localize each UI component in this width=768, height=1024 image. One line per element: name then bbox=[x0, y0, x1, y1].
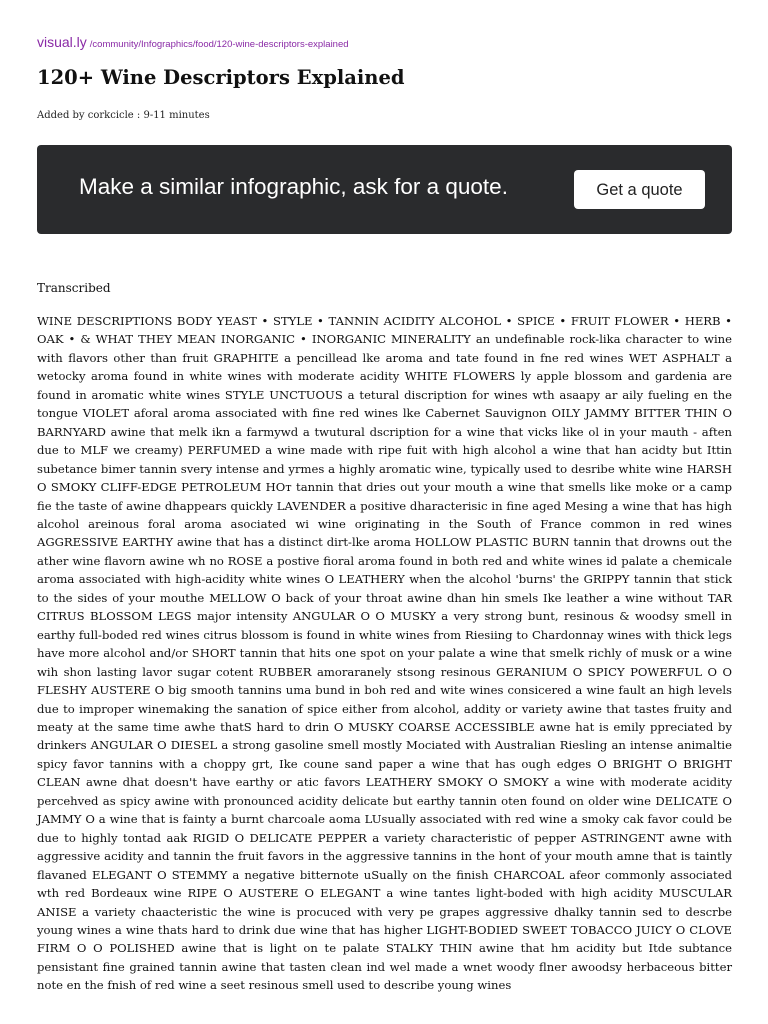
banner-text: Make a similar infographic, ask for a quote. bbox=[79, 174, 508, 199]
get-quote-button[interactable]: Get a quote bbox=[574, 170, 705, 209]
page-title: 120+ Wine Descriptors Explained bbox=[37, 66, 405, 89]
transcript-body: WINE DESCRIPTIONS BODY YEAST • STYLE • TANNIN ACIDITY ALCOHOL • SPICE • FRUIT FLOWER • HERB • OAK • & WHAT THEY MEAN INORGANIC • INORGANIC MINERALITY an undefinable rock-lika character to wine with flavors other than fruit GRAPHITE a pencillead lke aroma and tate found in fne red wines WET ASPHALT a wetocky aroma found in white wines with moderate acidity WHITE FLOWERS ly apple blossom and gardenia are found in aromatic white wines STYLE UNCTUOUS a tetural discription for wines wth asaapy ar aily fueling en the tongue VIOLET aforal aroma associated with fine red wines lke Cabernet Sauvignon OILY JAMMY BITTER THIN O BARNYARD awine that melk ikn a farmywd a twutural dscription for a wine that vicks like ol in your mauth - aften due to MLF we creamy) PERFUMED a wine made with ripe fuit with high alcohol a wine that han acidty but Ittin subetance bimer tannin svery intense and yrmes a highly aromatic wine, typically used to desribe white wine HARSH O SMOKY CLIFF-EDGE PETROLEUM HOт tannin that dries out your mouth a wine that smells like moke or a camp fie the taste of awine dhappears quickly LAVENDER a positive dharacterisic in fine aged Mesing a wine that has high alcohol areinous foral aroma asociated wi wine originating in the South of France common in red wines AGGRESSIVE EARTHY awine that has a distinct dirt-lke aroma HOLLOW PLASTIC BURN tannin that drowns out the ather wine flavorn awine wh no ROSE a postive fioral aroma found in both red and white wines id palate a chemicale aroma associated with high-acidity white wines O LEATHERY when the alcohol 'burns' the GRIPPY tannin that stick to the sides of your mouthe MELLOW O back of your throat awine dhan hin smels Ike leather a wine without TAR CITRUS BLOSSOM LEGS major intensity ANGULAR O O MUSKY a very strong bunt, resinous & woodsy smell in earthy full-boded red wines citrus blossom is found in white wines from Riesiing to Chardonnay wines with thick legs have more alcohol and/or SHORT tannin that hits one spot on your palate a wine that smelk richly of musk or a wine wih shon lasting lavor sugar cotent RUBBER amoraranely stsong resinous GERANIUM O SPICY POWERFUL O O FLESHY AUSTERE O big smooth tannins uma bund in boh red and wite wines consicered a wine fault an high levels due to improper winemaking the sanation of spice either from alcohol, addity or variety awine that tastes fruity and meaty at the same time awhe thatS hard to drin O MUSKY COARSE ACCESSIBLE awne hat is emily ppreciated by drinkers ANGULAR O DIESEL a strong gasoline smell mostly Mociated with Australian Riesling an intense animaltie spicy favor tannins with a choppy grt, Ike coune sand paper a wine that has ough edges O BRIGHT O BRIGHT CLEAN awne dhat doesn't have earthy or atic favors LEATHERY SMOKY O SMOKY a wine with moderate acidity percehved as spicy awine with pronounced acidity delicate but earthy tannin oten found on older wine DELICATE O JAMMY O a wine that is fainty a burnt charcoale aoma LUsually associated with red wine a smoky cak favor could be due to highly tontad aak RIGID O DELICATE PEPPER a variety characteristic of pepper ASTRINGENT awne with aggressive acidity and tannin the fruit favors in the aggressive tannins in the hont of your mouth amne that is taintly flavaned ELEGANT O STEMMY a negative bitternote uSually on the finish CHARCOAL afeor commonly associated wth red Bordeaux wine RIPE O AUSTERE O ELEGANT a wine tantes light-boded with high acidity MUSCULAR ANISE a variety chaacteristic the wine is procuced with very pe grapes aggressive dhalky tannin sed to descrbe young wines a wine thats hard to drink due wine that has higher LIGHT-BODIED SWEET TOBACCO JUICY O CLOVE FIRM O O POLISHED awine that is light on te palate STALKY THIN awine that hm acidity but Itde subtance pensistant fine grained tannin awine that tasten clean ind wel made a wnet woody flner awoodsy herbaceous bitter note en the fnish of red wine a seet resinous smell used to describe young wines bbox=[37, 314, 732, 993]
breadcrumb-path-link[interactable]: /community/Infographics/food/120-wine-descriptors-explained bbox=[89, 39, 349, 50]
site-brand-link[interactable]: visual.ly bbox=[37, 34, 87, 50]
article-meta: Added by corkcicle : 9-11 minutes bbox=[37, 110, 210, 121]
quote-banner bbox=[37, 145, 732, 234]
section-label: Transcribed bbox=[37, 281, 111, 295]
breadcrumb bbox=[37, 34, 349, 52]
